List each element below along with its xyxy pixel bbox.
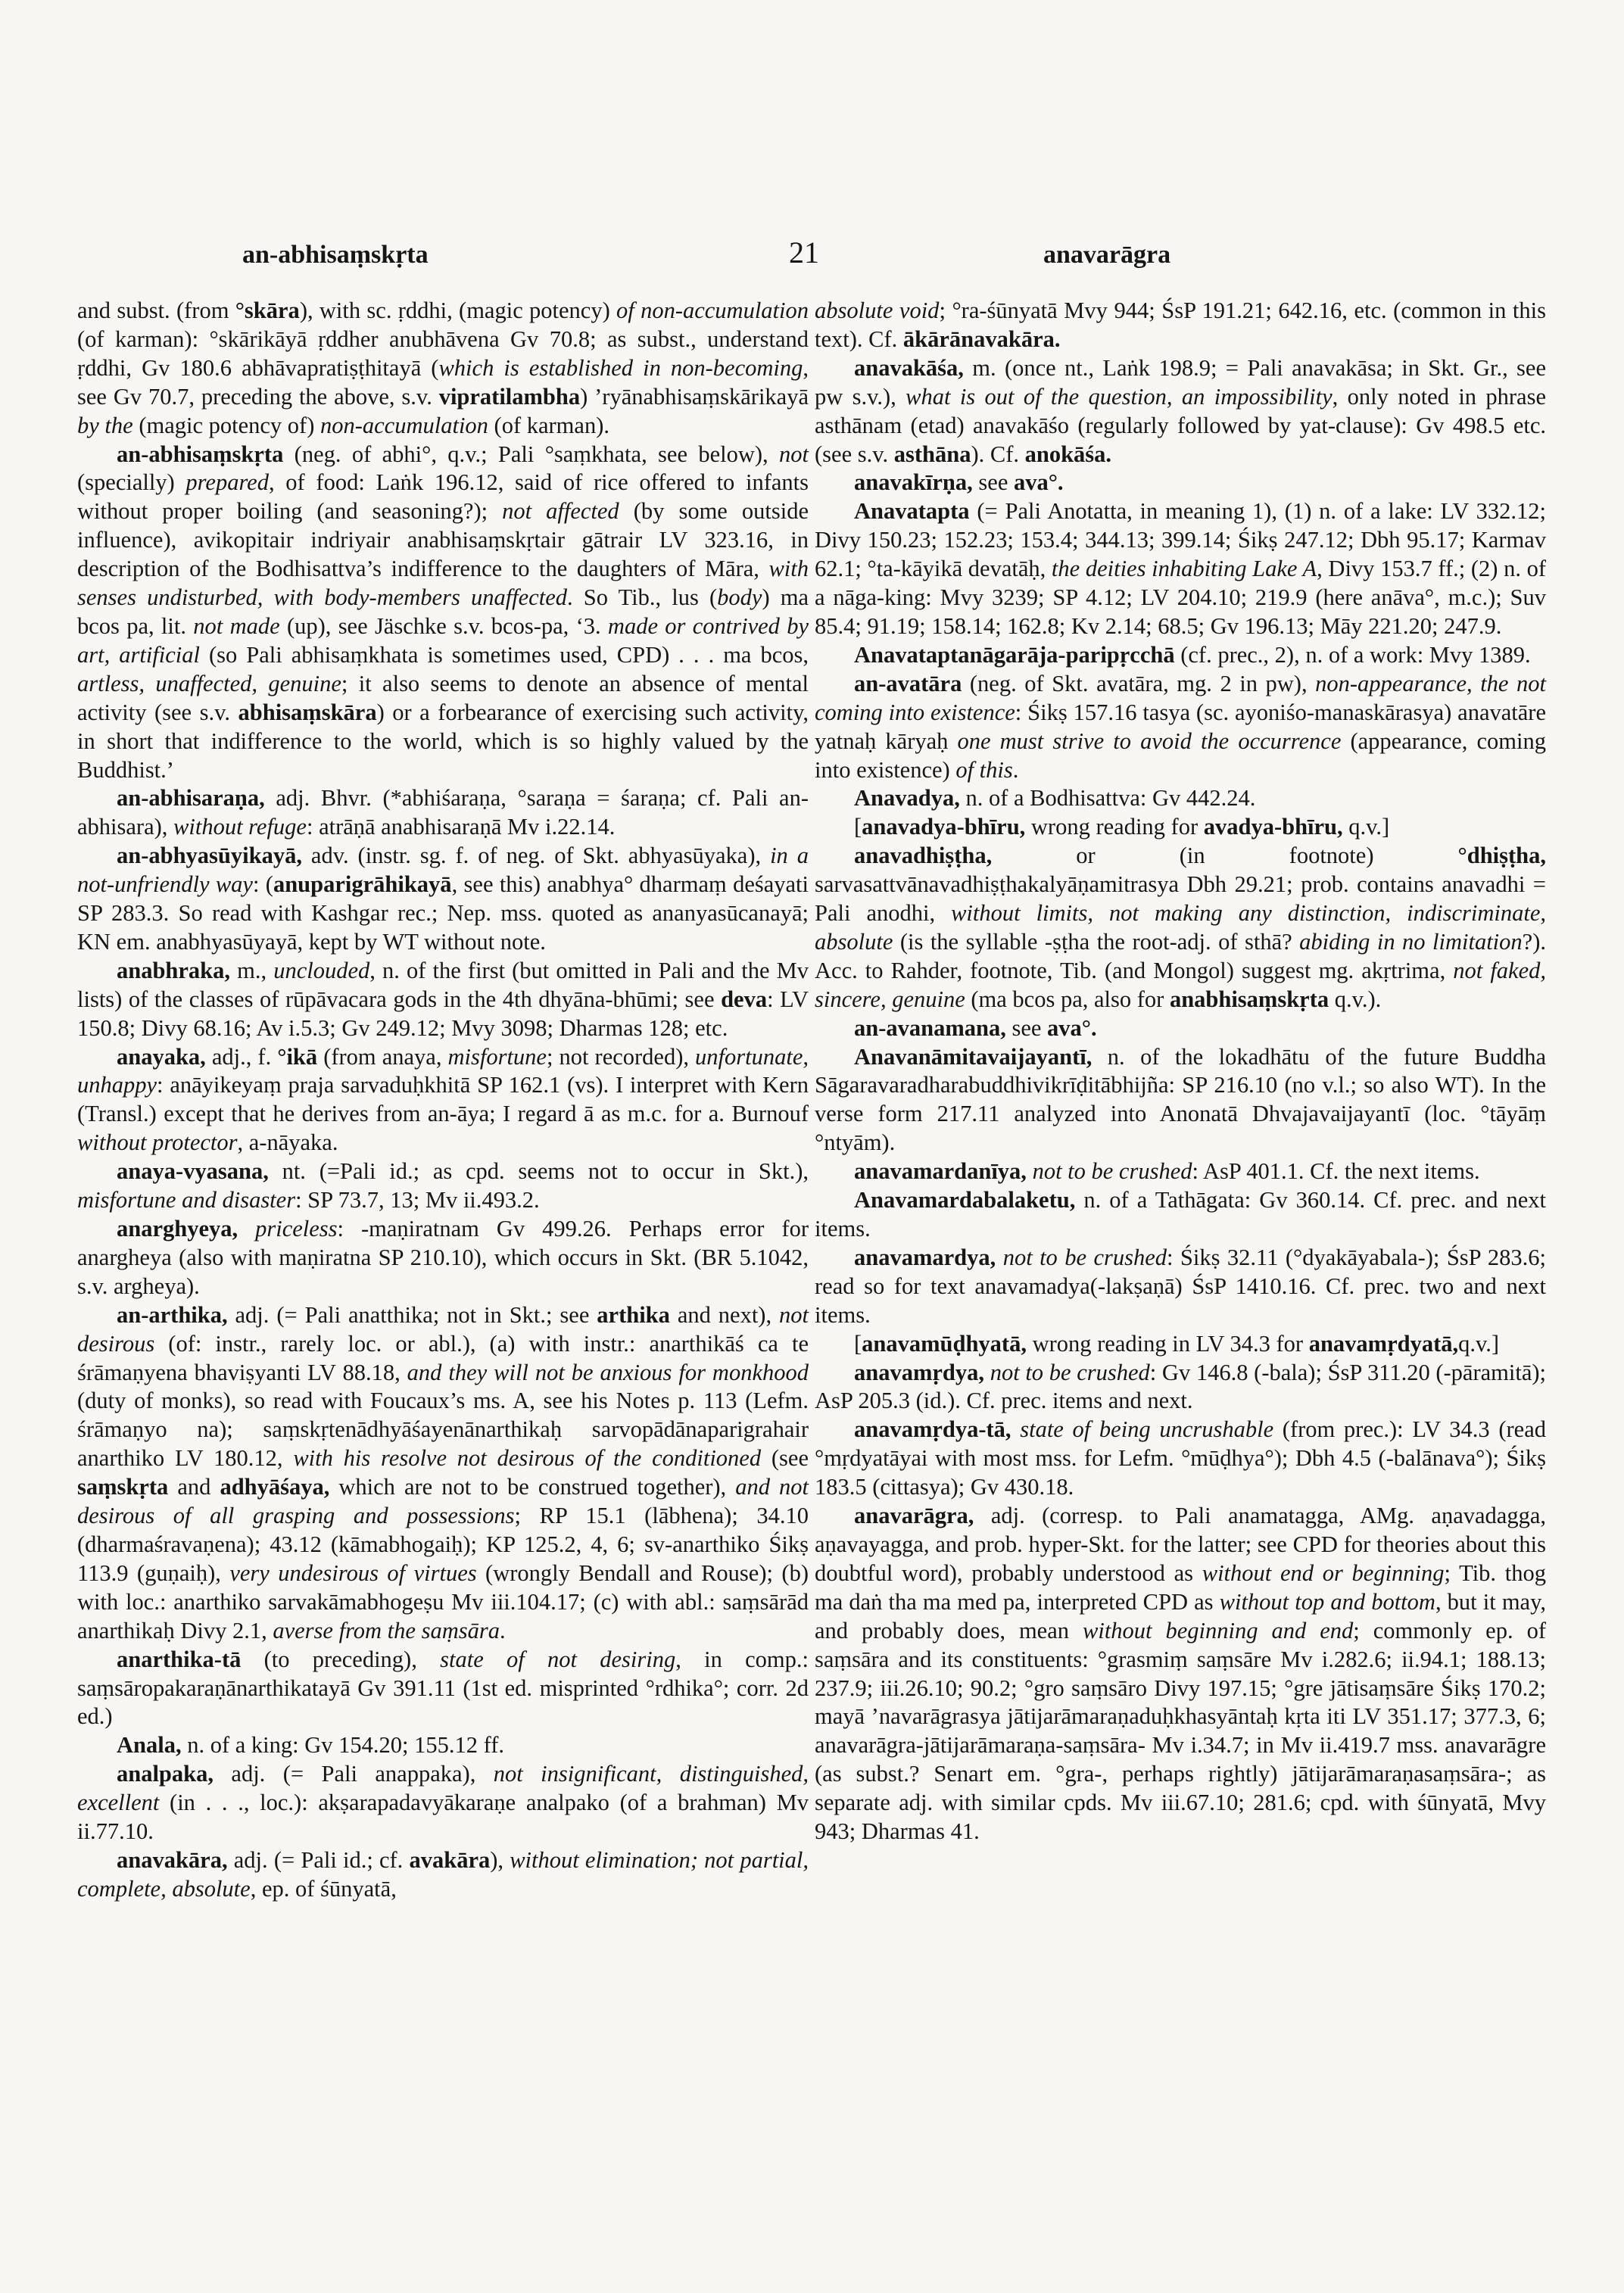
dictionary-entry: an-avanamana, see ava°. bbox=[854, 1014, 1097, 1041]
right-column bbox=[815, 297, 1546, 1846]
left-column bbox=[77, 297, 809, 1904]
page-number: 21 bbox=[789, 235, 819, 269]
dictionary-entry: Anavadya, n. of a Bodhisattva: Gv 442.24. bbox=[854, 785, 1256, 812]
dictionary-entry: Anavanāmitavaijayantī, n. of the lokadhātu of the future Buddha Sāgaravaradharabuddhivikrīḍitābhijña: SP 216.10 (no v.l.; so also WT). In the verse form 217.11 analyzed into Anonatā Dhvajavaijayantī (loc. °tāyāṃ °ntyām). bbox=[815, 1043, 1546, 1156]
dictionary-entry: anayaka, adj., f. °ikā (from anaya, misfortune; not recorded), unfortunate, unhappy: anāyikeyaṃ praja sarvaduḥkhitā SP 162.1 (vs). I interpret with Kern (Transl.) except that he derives from an-āya; I regard ā as m.c. for a. Burnouf without protector, a-nāyaka. bbox=[77, 1043, 809, 1156]
dictionary-entry: Anala, n. of a king: Gv 154.20; 155.12 ff. bbox=[117, 1732, 504, 1759]
dictionary-entry: Anavatapta (= Pali Anotatta, in meaning 1), (1) n. of a lake: LV 332.12; Divy 150.23; 152.23; 153.4; 344.13; 399.14; Śikṣ 247.12; Dbh 95.17; Karmav 62.1; °ta-kāyikā devatāḥ, the deities inhabiting Lake A, Divy 153.7 ff.; (2) n. of a nāga-king: Mvy 3239; SP 4.12; LV 204.10; 219.9 (here anāva°, m.c.); Suv 85.4; 91.19; 158.14; 162.8; Kv 2.14; 68.5; Gv 196.13; Māy 221.20; 247.9. bbox=[815, 498, 1546, 639]
dictionary-entry: anavadhiṣṭha, or (in footnote) °dhiṣṭha, sarvasattvānavadhiṣṭhakalyāṇamitrasya Dbh 29.21; prob. contains anavadhi = Pali anodhi, without limits, not making any distinction, indiscriminate, absolute (is the syllable -ṣṭha the root-adj. of sthā? abiding in no limitation?). Acc. to Rahder, footnote, Tib. (and Mongol) suggest mg. akṛtrima, not faked, sincere, genuine (ma bcos pa, also for anabhisaṃskṛta q.v.). bbox=[815, 843, 1547, 1012]
dictionary-entry: anavamardanīya, not to be crushed: AsP 401.1. Cf. the next items. bbox=[854, 1158, 1480, 1185]
dictionary-entry: an-abhisaraṇa, adj. Bhvr. (*abhiśaraṇa, °saraṇa = śaraṇa; cf. Pali an-abhisara), without refuge: atrāṇā anabhisaraṇā Mv i.22.14. bbox=[77, 785, 809, 840]
dictionary-entry: anavarāgra, adj. (corresp. to Pali anamatagga, AMg. aṇavadagga, aṇavayagga, and prob. hyper-Skt. for the latter; see CPD for theories about this doubtful word), probably understood as without end or beginning; Tib. thog ma daṅ tha ma med pa, interpreted CPD as without top and bottom, but it may, and probably does, mean without beginning and end; commonly ep. of saṃsāra and its constituents: °grasmiṃ saṃsāre Mv i.282.6; ii.94.1; 188.13; 237.9; iii.26.10; 90.2; °gro saṃsāro Divy 197.15; °gre jātisaṃsāre Śikṣ 170.2; mayā ’navarāgrasya jātijarāmaraṇaduḥkhasyāntaḥ kṛta iti LV 351.17; 377.3, 6; anavarāgra-jātijarāmaraṇa-saṃsāra- Mv i.34.7; in Mv ii.419.7 mss. anavarāgre (as subst.? Senart em. °gra-, perhaps rightly) jātijarāmaraṇasaṃsāra-; as separate adj. with similar cpds. Mv iii.67.10; 281.6; cpd. with śūnyatā, Mvy 943; Dharmas 41. bbox=[815, 1503, 1546, 1845]
entry-continuation: absolute void; °ra-śūnyatā Mvy 944; ŚsP 191.21; 642.16, etc. (common in this text). Cf. ākārānavakāra. bbox=[815, 298, 1546, 352]
dictionary-entry: analpaka, adj. (= Pali anappaka), not insignificant, distinguished, excellent (in . . ., loc.): akṣarapadavyākaraṇe analpako (of a brahman) Mv ii.77.10. bbox=[77, 1761, 809, 1845]
dictionary-entry: anavamṛdya-tā, state of being uncrushable (from prec.): LV 34.3 (read °mṛdyatāyai with most mss. for Lefm. °mūḍhya°); Dbh 4.5 (-balānava°); Śikṣ 183.5 (cittasya); Gv 430.18. bbox=[815, 1416, 1546, 1500]
dictionary-entry: anabhraka, m., unclouded, n. of the first (but omitted in Pali and the Mv lists) of the classes of rūpāvacara gods in the 4th dhyāna-bhūmi; see deva: LV 150.8; Divy 68.16; Av i.5.3; Gv 249.12; Mvy 3098; Dharmas 128; etc. bbox=[77, 957, 809, 1041]
dictionary-entry: anavakāra, adj. (= Pali id.; cf. avakāra), without elimination; not partial, complete, absolute, ep. of śūnyatā, bbox=[77, 1846, 809, 1902]
dictionary-entry: an-arthika, adj. (= Pali anatthika; not in Skt.; see arthika and next), not desirous (of: instr., rarely loc. or abl.), (a) with instr.: anarthikāś ca te śrāmaṇyena bhaviṣyanti LV 88.18, and they will not be anxious for monkhood (duty of monks), so read with Foucaux’s ms. A, see his Notes p. 113 (Lefm. śrāmaṇyo na); saṃskṛtenādhyāśayenānarthikaḥ sarvopādānaparigrahair anarthiko LV 180.12, with his resolve not desirous of the conditioned (see saṃskṛta and adhyāśaya, which are not to be construed together), and not desirous of all grasping and possessions; RP 15.1 (lābhena); 34.10 (dharmaśravaṇena); 43.12 (kāmabhogaiḥ); KP 125.2, 4, 6; sv-anarthiko Śikṣ 113.9 (guṇaiḥ), very undesirous of virtues (wrongly Bendall and Rouse); (b) with loc.: anarthiko sarvakāmabhogeṣu Mv iii.104.17; (c) with abl.: saṃsārād anarthikaḥ Divy 2.1, averse from the saṃsāra. bbox=[77, 1301, 809, 1643]
dictionary-entry: [anavamūḍhyatā, wrong reading in LV 34.3 for anavamṛdyatā,q.v.] bbox=[854, 1330, 1500, 1357]
dictionary-entry: Anavataptanāgarāja-paripṛcchā (cf. prec., 2), n. of a work: Mvy 1389. bbox=[854, 641, 1531, 668]
entry-continuation: and subst. (from °skāra), with sc. ṛddhi, (magic potency) of non-accumulation (of karman): °skārikāyā ṛddher anubhāvena Gv 70.8; as subst., understand ṛddhi, Gv 180.6 abhāvapratiṣṭhitayā (which is established in non-becoming, see Gv 70.7, preceding the above, s.v. vipratilambha) ’ryānabhisaṃskārikayā by the (magic potency of) non-accumulation (of karman). bbox=[77, 298, 809, 438]
dictionary-entry: anavamardya, not to be crushed: Śikṣ 32.11 (°dyakāyabala-); ŚsP 283.6; read so for text anavamadya(-lakṣaṇā) ŚsP 1410.16. Cf. prec. two and next items. bbox=[815, 1244, 1547, 1328]
dictionary-entry: anavakāśa, m. (once nt., Laṅk 198.9; = Pali anavakāsa; in Skt. Gr., see pw s.v.), what is out of the question, an impossibility, only noted in phrase asthānam (etad) anavakāśo (regularly followed by yat-clause): Gv 498.5 etc. (see s.v. asthāna). Cf. anokāśa. bbox=[815, 354, 1546, 467]
dictionary-entry: anaya-vyasana, nt. (=Pali id.; as cpd. seems not to occur in Skt.), misfortune and disaster: SP 73.7, 13; Mv ii.493.2. bbox=[77, 1158, 809, 1213]
dictionary-entry: anarghyeya, priceless: -maṇiratnam Gv 499.26. Perhaps error for anargheya (also with maṇiratna SP 210.10), which occurs in Skt. (BR 5.1042, s.v. argheya). bbox=[77, 1216, 809, 1299]
dictionary-entry: anarthika-tā (to preceding), state of not desiring, in comp.: saṃsāropakaraṇānarthikatayā Gv 391.11 (1st ed. misprinted °rdhika°; corr. 2d ed.) bbox=[77, 1646, 809, 1730]
dictionary-entry: an-abhisaṃskṛta (neg. of abhi°, q.v.; Pali °saṃkhata, see below), not (specially) prepared, of food: Laṅk 196.12, said of rice offered to infants without proper boiling (and seasoning?); not affected (by some outside influence), avikopitair indriyair anabhisaṃskṛtair gātrair LV 323.16, in description of the Bodhisattva’s indifference to the daughters of Māra, with senses undisturbed, with body-members unaffected. So Tib., lus (body) ma bcos pa, lit. not made (up), see Jäschke s.v. bcos-pa, ‘3. made or contrived by art, artificial (so Pali abhisaṃkhata is sometimes used, CPD) . . . ma bcos, artless, unaffected, genuine; it also seems to denote an absence of mental activity (see s.v. abhisaṃskāra) or a forbearance of exercising such activity, in short that indifference to the world, which is so highly valued by the Buddhist.’ bbox=[77, 441, 809, 783]
dictionary-entry: an-abhyasūyikayā, adv. (instr. sg. f. of neg. of Skt. abhyasūyaka), in a not-unfriendly way: (anuparigrāhikayā, see this) anabhya° dharmaṃ deśayati SP 283.3. So read with Kashgar rec.; Nep. mss. quoted as ananyasūcanayā; KN em. anabhyasūyayā, kept by WT without note. bbox=[77, 843, 809, 955]
running-head-right: anavarāgra bbox=[1043, 241, 1171, 269]
running-head-left: an-abhisaṃskṛta bbox=[242, 241, 429, 269]
dictionary-entry: anavakīrṇa, see ava°. bbox=[854, 469, 1064, 496]
dictionary-entry: anavamṛdya, not to be crushed: Gv 146.8 (-bala); ŚsP 311.20 (-pāramitā); AsP 205.3 (id.). Cf. prec. items and next. bbox=[815, 1359, 1546, 1414]
dictionary-entry: Anavamardabalaketu, n. of a Tathāgata: Gv 360.14. Cf. prec. and next items. bbox=[815, 1187, 1546, 1242]
dictionary-entry: an-avatāra (neg. of Skt. avatāra, mg. 2 in pw), non-appearance, the not coming into existence: Śikṣ 157.16 tasya (sc. ayoniśo-manaskārasya) anavatāre yatnaḥ kāryaḥ one must strive to avoid the occurrence (appearance, coming into existence) of this. bbox=[815, 670, 1546, 783]
dictionary-entry: [anavadya-bhīru, wrong reading for avadya-bhīru, q.v.] bbox=[854, 814, 1390, 840]
